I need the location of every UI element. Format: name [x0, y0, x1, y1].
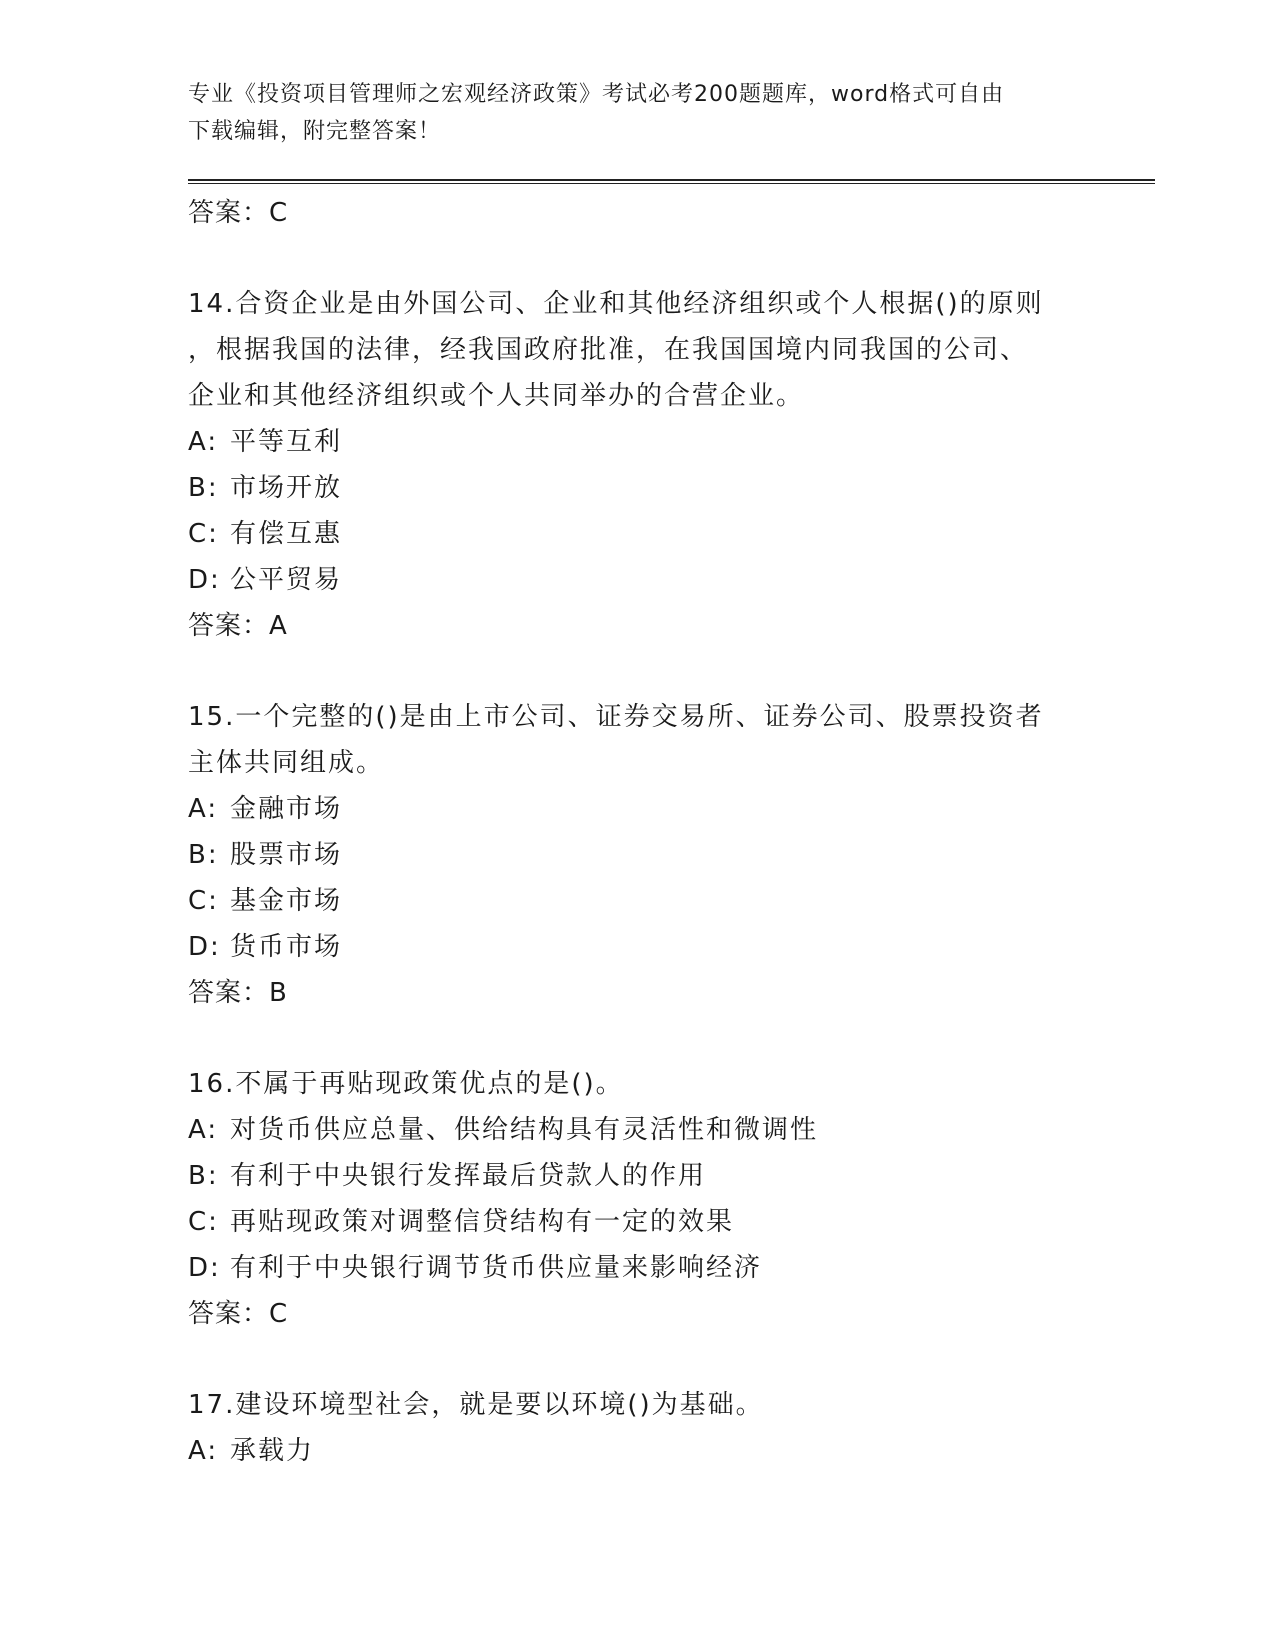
question-text-line: 16.不属于再贴现政策优点的是()。 [188, 1069, 624, 1099]
option-text: 有偿互惠 [230, 519, 343, 549]
option-text: 平等互利 [230, 427, 343, 457]
option-letter: D: [188, 565, 221, 595]
option-text: 公平贸易 [230, 565, 343, 595]
option-letter: B: [188, 840, 219, 870]
option-letter: A: [188, 794, 219, 824]
document-header [188, 76, 1068, 150]
question-14 [188, 281, 1088, 649]
option-d [188, 924, 1088, 970]
question-text-line: 企业和其他经济组织或个人共同举办的合营企业。 [188, 381, 805, 411]
spacer [188, 1016, 1088, 1061]
question-15 [188, 694, 1088, 1016]
option-c [188, 1199, 1088, 1245]
header-line-1: 专业《投资项目管理师之宏观经济政策》考试必考200题题库，word格式可自由 [188, 82, 1005, 107]
spacer [188, 1337, 1088, 1382]
option-text: 货币市场 [230, 932, 343, 962]
option-letter: A: [188, 1436, 219, 1466]
option-a [188, 419, 1088, 465]
answer-line: 答案：A [188, 611, 288, 641]
question-text-line: 17.建设环境型社会，就是要以环境()为基础。 [188, 1390, 764, 1420]
answer-line: 答案：C [188, 198, 289, 228]
answer-line: 答案：B [188, 978, 288, 1008]
option-letter: C: [188, 519, 219, 549]
option-letter: A: [188, 427, 219, 457]
option-a [188, 1107, 1088, 1153]
option-text: 金融市场 [230, 794, 343, 824]
question-list [188, 190, 1088, 1474]
option-text: 股票市场 [230, 840, 343, 870]
option-d [188, 1245, 1088, 1291]
header-divider [188, 179, 1155, 184]
question-text-line: 14.合资企业是由外国公司、企业和其他经济组织或个人根据()的原则 [188, 289, 1044, 319]
option-c [188, 878, 1088, 924]
option-c [188, 511, 1088, 557]
option-text: 对货币供应总量、供给结构具有灵活性和微调性 [230, 1115, 819, 1145]
spacer [188, 649, 1088, 694]
option-d [188, 557, 1088, 603]
option-letter: D: [188, 932, 221, 962]
option-text: 有利于中央银行调节货币供应量来影响经济 [230, 1253, 763, 1283]
option-text: 基金市场 [230, 886, 343, 916]
question-text-line: 主体共同组成。 [188, 748, 385, 778]
header-line-2: 下载编辑，附完整答案！ [188, 119, 442, 144]
option-text: 再贴现政策对调整信贷结构有一定的效果 [230, 1207, 735, 1237]
question-text-line: ，根据我国的法律，经我国政府批准，在我国国境内同我国的公司、 [188, 335, 1029, 365]
option-letter: D: [188, 1253, 221, 1283]
option-text: 市场开放 [230, 473, 343, 503]
option-letter: B: [188, 1161, 219, 1191]
option-text: 有利于中央银行发挥最后贷款人的作用 [230, 1161, 707, 1191]
option-text: 承载力 [230, 1436, 315, 1466]
question-17 [188, 1382, 1088, 1474]
option-a [188, 786, 1088, 832]
option-letter: B: [188, 473, 219, 503]
option-letter: C: [188, 1207, 219, 1237]
option-b [188, 832, 1088, 878]
option-letter: A: [188, 1115, 219, 1145]
answer-line: 答案：C [188, 1299, 289, 1329]
question-16 [188, 1061, 1088, 1337]
option-b [188, 1153, 1088, 1199]
option-letter: C: [188, 886, 219, 916]
question-text-line: 15.一个完整的()是由上市公司、证券交易所、证券公司、股票投资者 [188, 702, 1044, 732]
spacer [188, 236, 1088, 281]
option-b [188, 465, 1088, 511]
option-a [188, 1428, 1088, 1474]
